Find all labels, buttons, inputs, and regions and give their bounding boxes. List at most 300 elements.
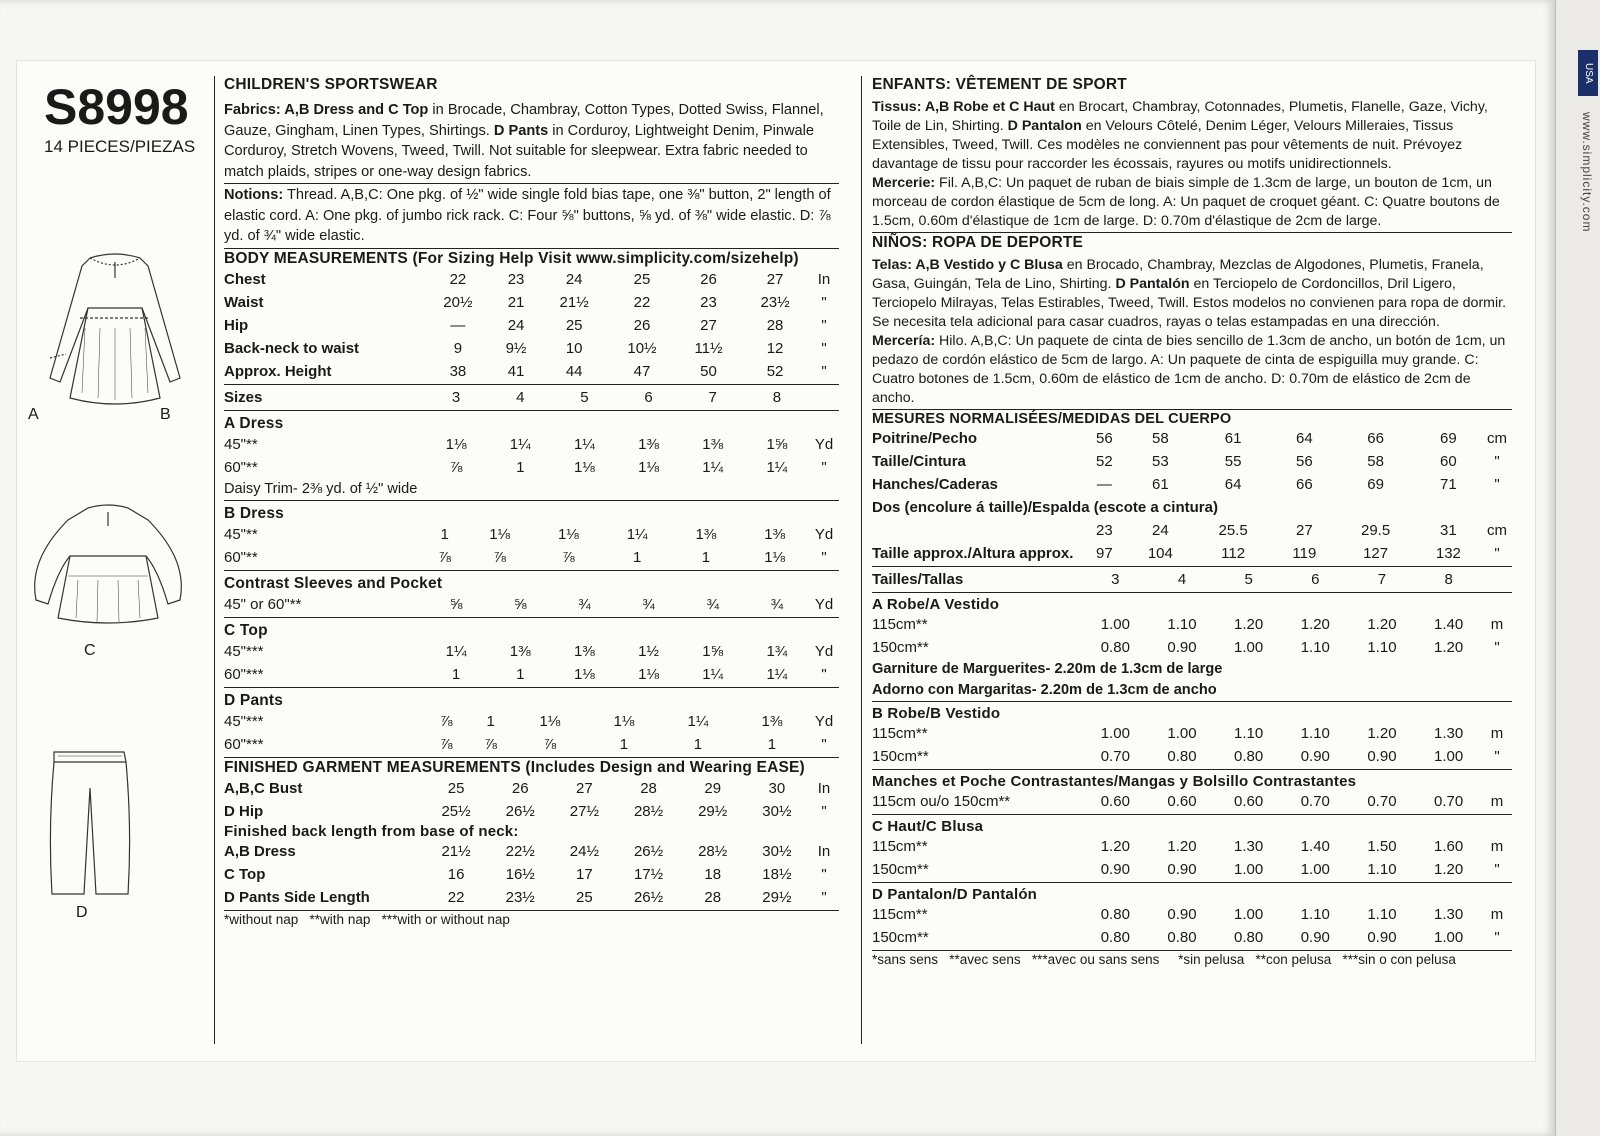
row-value: — [450, 316, 466, 334]
es-fabrics-label2: D Pantalón [1115, 276, 1190, 292]
table-row [872, 542, 1512, 565]
row-label: 115cm ou/o 150cm** [872, 793, 1011, 810]
en-notions [224, 185, 839, 247]
pattern-number: S8998 [44, 79, 189, 135]
rule [224, 183, 839, 184]
row-value: 1⅛ [573, 666, 595, 683]
row-value: 66 [1296, 476, 1313, 493]
en-notions-label: Notions: [224, 187, 284, 203]
row-label: Tailles/Tallas [872, 571, 964, 588]
row-label: 150cm** [872, 861, 929, 878]
row-value: 127 [1363, 545, 1389, 562]
table-row [872, 473, 1512, 496]
row-value: 69 [1440, 430, 1457, 447]
row-value: 58 [1367, 453, 1384, 470]
row-value: 47 [633, 362, 651, 380]
row-unit: Yd [814, 526, 834, 543]
yardage-section-title: C Haut/C Blusa [872, 818, 984, 835]
row-value: ⅞ [493, 549, 506, 566]
fr-fabrics [872, 98, 1512, 174]
row-label: 115cm** [872, 838, 928, 855]
row-value: 1.00 [1434, 748, 1464, 765]
sketch-label-a: A [28, 406, 39, 423]
row-value: 5 [580, 388, 589, 406]
yardage-note: Adorno con Margaritas- 2.20m de 1.3cm de ancho [872, 681, 1217, 698]
table-row [872, 858, 1512, 881]
row-unit: " [1494, 861, 1500, 878]
fr-notions-label: Mercerie: [872, 175, 936, 191]
row-value: 17½ [633, 866, 664, 883]
row-label: 115cm** [872, 616, 928, 633]
row-value: ⅝ [449, 596, 463, 613]
row-unit: Yd [814, 713, 834, 730]
row-value: 1⅛ [489, 526, 511, 543]
yardage-table [224, 640, 839, 686]
row-value: 0.60 [1100, 793, 1130, 810]
row-value: ⅞ [543, 736, 557, 753]
row-value: ¾ [770, 596, 784, 613]
english-column [224, 76, 839, 927]
row-value: 1.10 [1367, 861, 1397, 878]
row-value: 1.00 [1300, 861, 1330, 878]
row-unit: m [1490, 793, 1504, 810]
row-value: 0.80 [1167, 929, 1197, 946]
row-value: 0.90 [1300, 929, 1330, 946]
row-value: 22 [633, 293, 651, 311]
rule [224, 384, 839, 385]
row-value: 24½ [569, 843, 599, 860]
yardage-table [872, 722, 1512, 768]
row-unit: Yd [814, 643, 834, 660]
row-unit: In [817, 780, 831, 797]
row-value: 18 [704, 866, 722, 883]
table-row [872, 613, 1512, 636]
row-value: 3 [1111, 571, 1120, 588]
row-value: 1.10 [1300, 639, 1330, 656]
row-value: ¾ [578, 596, 591, 613]
row-value: 1.00 [1234, 639, 1264, 656]
row-value: 0.80 [1100, 639, 1130, 656]
row-value: 1⅜ [764, 526, 786, 543]
sketch-label-b: B [160, 406, 171, 423]
rule [224, 410, 839, 411]
row-value: 1.30 [1434, 906, 1464, 923]
row-value: 1⅛ [764, 549, 786, 566]
es-fabrics-label: Telas: A,B Vestido y C Blusa [872, 257, 1063, 273]
row-label: Back-neck to waist [224, 339, 360, 357]
row-value: 25 [576, 889, 593, 906]
table-row [224, 268, 839, 291]
row-value: 0.90 [1367, 748, 1397, 765]
row-value: 52 [1096, 453, 1113, 470]
row-value: ⅞ [449, 458, 463, 476]
en-body-table [224, 268, 839, 383]
row-value: 30½ [762, 803, 792, 820]
row-value: 1.10 [1167, 616, 1197, 633]
row-value: 26½ [505, 803, 535, 820]
row-value: 28½ [698, 843, 728, 860]
row-value: 0.80 [1234, 748, 1264, 765]
row-label: 115cm** [872, 906, 928, 923]
rule [224, 570, 839, 571]
yardage-table [872, 613, 1512, 659]
row-value: 1.10 [1300, 725, 1330, 742]
table-row [224, 800, 839, 823]
row-value: 1 [693, 736, 703, 753]
table-row [872, 903, 1512, 926]
column-divider-middle [861, 76, 862, 1044]
yardage-section-title: A Robe/A Vestido [872, 596, 1000, 613]
row-value: 8 [772, 388, 782, 406]
row-value: 64 [1296, 430, 1313, 447]
row-value: 66 [1367, 430, 1384, 447]
row-value: 1¼ [702, 458, 724, 476]
table-row [872, 636, 1512, 659]
row-value: 1.00 [1100, 616, 1130, 633]
es-title: NIÑOS: ROPA DE DEPORTE [872, 234, 1084, 251]
row-value: 1⅛ [613, 713, 635, 730]
row-value: 1.20 [1234, 616, 1264, 633]
row-value: 29½ [762, 889, 792, 906]
row-value: 1.00 [1167, 725, 1197, 742]
row-value: 44 [565, 362, 583, 380]
row-value: 69 [1367, 476, 1384, 493]
fr-notions-text: Fil. A,B,C: Un paquet de ruban de biais simple de 1.3cm de large, un bouton de 1cm, un morceau de cordon élastique de 5cm de long. A: Un paquet de croquet géant. C: Quatre boutons de 1.5cm, 0.60m d'élastique de 1cm de large. D: 0.70m d'élastique de 2cm de large. [872, 175, 1500, 229]
row-value: 21½ [559, 293, 589, 311]
table-row [872, 519, 1512, 542]
row-value: 1⅛ [638, 458, 659, 476]
row-value: 22½ [505, 843, 535, 860]
es-notions-label: Mercería: [872, 333, 936, 349]
row-value: 1⅜ [509, 643, 531, 660]
row-value: 1⅛ [638, 666, 659, 683]
row-value: 1 [451, 666, 461, 683]
row-unit: " [821, 736, 827, 753]
row-value: 29 [704, 780, 722, 797]
yardage-note: Daisy Trim- 2⅜ yd. of ½" wide [224, 480, 418, 497]
row-label: Hanches/Caderas [872, 476, 998, 493]
rule [224, 687, 839, 688]
row-value: 1¼ [766, 458, 788, 476]
french-spanish-column [872, 76, 1512, 967]
row-value: 1⅝ [702, 643, 724, 660]
row-value: 5 [1244, 571, 1253, 588]
row-label: Waist [224, 293, 264, 311]
row-value: 24 [507, 316, 525, 334]
row-label: Taille approx./Altura approx. [872, 545, 1074, 562]
row-unit: In [817, 270, 831, 288]
row-value: 1¼ [573, 435, 595, 453]
row-label: 45" or 60"** [224, 596, 302, 613]
table-row [224, 710, 839, 733]
row-value: 41 [507, 362, 525, 380]
es-fabrics-text2: en Terciopelo de Cordoncillos, Dril Ligero, Terciopelo Milrayas, Telas Estirables, Tweed, Twill. Estos modelos no convienen para ropa de dormir. Se necesita tela adicional para casar cuadros, rayas o telas estampadas en una dirección. [872, 276, 1507, 330]
row-value: ⅞ [439, 736, 453, 753]
row-value: 0.90 [1100, 861, 1130, 878]
row-value: 28 [704, 889, 722, 906]
row-value: 1⅜ [695, 526, 717, 543]
row-value: 58 [1152, 430, 1169, 447]
row-unit: " [821, 866, 827, 883]
row-value: 23 [700, 293, 717, 311]
fr-fabrics-label: Tissus: A,B Robe et C Haut [872, 99, 1055, 115]
row-value: 1.00 [1234, 906, 1264, 923]
es-fabrics-text: en Brocado, Chambray, Mezclas de Algodones, Plumetis, Franela, Gasa, Guingán, Tela de Lino, Shirting. [872, 257, 1484, 292]
rule [872, 592, 1512, 593]
row-value: 1 [516, 666, 525, 683]
row-value: 26 [633, 316, 651, 334]
en-fabrics-label2: D Pants [493, 122, 549, 139]
row-value: 61 [1152, 476, 1169, 493]
es-sizes-table [872, 568, 1512, 591]
row-value: 0.70 [1300, 793, 1330, 810]
row-value: 1.20 [1167, 838, 1197, 855]
table-row [224, 456, 839, 479]
row-value: 23½ [505, 889, 535, 906]
row-value: 20½ [443, 293, 473, 311]
row-value: 27½ [569, 803, 599, 820]
row-value: 64 [1224, 476, 1242, 493]
es-body-table [872, 427, 1512, 565]
row-value: 0.70 [1100, 748, 1130, 765]
row-value: 1.20 [1300, 616, 1330, 633]
rule [224, 248, 839, 249]
row-value: ⅞ [484, 736, 497, 753]
table-row [872, 790, 1512, 813]
table-row [224, 886, 839, 909]
row-value: 1.20 [1434, 861, 1464, 878]
row-value: 61 [1224, 430, 1242, 447]
row-value: 0.80 [1167, 748, 1197, 765]
row-value: 25.5 [1218, 522, 1248, 539]
row-unit: In [817, 843, 831, 860]
row-value: 1.10 [1367, 906, 1397, 923]
en-notions-text: Thread. A,B,C: One pkg. of ½" wide single fold bias tape, one ⅜" button, 2" length of elastic cord. A: One pkg. of jumbo rick rack. C: Four ⅝" buttons, ⅝ yd. of ⅜" wide elastic. D: ⅞ yd. of ¾" wide elastic. [224, 187, 831, 244]
row-value: 1¼ [687, 713, 709, 730]
yardage-section-title: C Top [224, 622, 268, 639]
row-value: 27 [1296, 522, 1313, 539]
yardage-section-title: Contrast Sleeves and Pocket [224, 575, 443, 592]
row-value: 24 [1152, 522, 1169, 539]
row-value: 1¼ [445, 643, 467, 660]
row-value: 1.30 [1234, 838, 1264, 855]
row-value: 1¾ [766, 643, 788, 660]
row-value: 10½ [627, 339, 657, 357]
yardage-table [224, 593, 839, 616]
row-value: 1.20 [1100, 838, 1130, 855]
rule [224, 617, 839, 618]
row-label: 60"*** [224, 666, 264, 683]
row-value: 28 [766, 316, 784, 334]
yardage-section-title: Manches et Poche Contrastantes/Mangas y Bolsillo Contrastantes [872, 773, 1357, 790]
row-value: 16 [447, 866, 465, 883]
yardage-table [224, 710, 839, 756]
yardage-section-title: B Dress [224, 505, 284, 522]
envelope-edge [1555, 0, 1600, 1136]
row-value: 1.40 [1300, 838, 1330, 855]
row-value: 1.20 [1367, 616, 1397, 633]
row-value: 6 [1311, 571, 1320, 588]
table-row [872, 745, 1512, 768]
table-row [224, 314, 839, 337]
table-row [224, 546, 839, 569]
en-sizes-table [224, 386, 839, 409]
en-yardage [224, 415, 839, 759]
row-value: 22 [449, 270, 467, 288]
en-fabrics [224, 100, 839, 182]
sketch-label-c: C [84, 642, 96, 659]
en-fabrics-text2: in Corduroy, Lightweight Denim, Pinwale Corduroy, Stretch Wovens, Tweed, Twill. Not suitable for sleepwear. Extra fabric needed to match plaids, stripes or one-way design fabrics. [224, 122, 815, 180]
row-label: 45"*** [224, 713, 264, 730]
row-value: 31 [1440, 522, 1457, 539]
row-value: 1 [701, 549, 711, 566]
fr-notions [872, 174, 1512, 231]
row-value: ⅝ [513, 596, 527, 613]
yardage-section-title: B Robe/B Vestido [872, 705, 1001, 722]
row-value: 1.50 [1367, 838, 1397, 855]
row-unit: " [821, 666, 827, 683]
yardage-table [872, 903, 1512, 949]
en-back-title: Finished back length from base of neck: [224, 823, 519, 840]
es-fabrics [872, 256, 1512, 332]
row-value: 1.30 [1434, 725, 1464, 742]
row-value: 1.40 [1434, 616, 1464, 633]
row-value: 26 [511, 780, 529, 797]
yardage-table [224, 523, 839, 569]
row-unit: " [821, 339, 827, 357]
row-value: 7 [1377, 571, 1387, 588]
row-label: Poitrine/Pecho [872, 430, 978, 447]
row-value: 1.20 [1434, 639, 1464, 656]
row-label: 60"** [224, 458, 258, 476]
row-label: C Top [224, 866, 266, 883]
table-row [872, 835, 1512, 858]
fr-title: ENFANTS: VÊTEMENT DE SPORT [872, 76, 1127, 93]
row-value: 60 [1440, 453, 1457, 470]
rule [872, 814, 1512, 815]
row-value: 132 [1435, 545, 1461, 562]
row-value: 0.60 [1167, 793, 1197, 810]
row-value: 29.5 [1361, 522, 1391, 539]
row-value: 21 [507, 293, 525, 311]
row-value: 50 [700, 362, 717, 380]
row-unit: Yd [814, 435, 834, 453]
row-unit: " [821, 316, 827, 334]
row-unit: " [821, 549, 827, 566]
row-value: 0.90 [1167, 639, 1197, 656]
row-value: 4 [1177, 571, 1187, 588]
row-label: D Hip [224, 803, 264, 820]
row-label: Taille/Cintura [872, 453, 966, 470]
row-value: 1⅛ [539, 713, 561, 730]
en-fabrics-text: in Brocade, Chambray, Cotton Types, Dotted Swiss, Flannel, Gauze, Gingham, Linen Types, Shirtings. [224, 102, 824, 139]
row-value: 1.60 [1434, 838, 1464, 855]
row-value: 7 [708, 388, 717, 406]
usa-badge: USA [1578, 50, 1598, 96]
row-value: 0.80 [1100, 906, 1130, 923]
row-value: 6 [644, 388, 653, 406]
row-value: 56 [1096, 430, 1113, 447]
row-value: 16½ [505, 866, 535, 883]
table-row [224, 360, 839, 383]
row-value: 25 [565, 316, 583, 334]
row-value: 1⅛ [445, 435, 467, 453]
row-value: ⅞ [438, 549, 451, 566]
row-value: 1¼ [626, 526, 648, 543]
row-label: 115cm** [872, 725, 928, 742]
row-value: 4 [516, 388, 525, 406]
table-row [224, 640, 839, 663]
pattern-pieces: 14 PIECES/PIEZAS [44, 137, 196, 156]
row-value: 0.60 [1234, 793, 1264, 810]
row-value: 1⅜ [702, 435, 724, 453]
table-row [224, 777, 839, 800]
row-value: 8 [1444, 571, 1453, 588]
fr-fabrics-label2: D Pantalon [1007, 118, 1082, 134]
row-label: Approx. Height [224, 362, 332, 380]
row-value: 1⅜ [573, 643, 595, 660]
row-value: 22 [447, 889, 465, 906]
row-value: 23 [1096, 522, 1113, 539]
row-value: 0.70 [1434, 793, 1464, 810]
row-value: 1⅜ [638, 435, 659, 453]
row-value: 0.90 [1367, 929, 1397, 946]
row-value: 1.00 [1100, 725, 1130, 742]
table-row [224, 663, 839, 686]
row-unit: " [1494, 453, 1500, 470]
fr-fabrics-text2: en Velours Côtelé, Denim Léger, Velours Milleraies, Tissus Extensibles, Tweed, Twill. Ces modèles ne conviennent pas pour vêtements de nuit. Prévoyez davantage de tissu pour raccorder les écossais, rayures ou motifs unidirectionnels. [872, 118, 1463, 172]
row-unit: " [1494, 476, 1500, 493]
row-label: A,B,C Bust [224, 780, 303, 797]
es-yardage [872, 596, 1512, 951]
row-value: 0.70 [1367, 793, 1397, 810]
es-body-title: MESURES NORMALISÉES/MEDIDAS DEL CUERPO [872, 411, 1232, 427]
row-value: 1½ [638, 643, 659, 660]
row-value: 25½ [441, 803, 471, 820]
row-value: 1¼ [766, 666, 788, 683]
row-label: 150cm** [872, 929, 929, 946]
row-value: 0.80 [1234, 929, 1264, 946]
row-value: 27 [766, 270, 784, 288]
table-row [224, 863, 839, 886]
row-value: 28½ [633, 803, 664, 820]
table-row [872, 496, 1512, 519]
row-value: 0.90 [1167, 906, 1197, 923]
row-label: 45"** [224, 526, 258, 543]
sketch-dress-ab [30, 248, 200, 418]
row-value: 29½ [698, 803, 728, 820]
row-value: 26½ [633, 889, 664, 906]
row-label: 60"** [224, 549, 258, 566]
row-value: 52 [766, 362, 784, 380]
row-value: 30 [768, 780, 786, 797]
row-value: 1.20 [1367, 725, 1397, 742]
row-value: 11½ [694, 339, 723, 357]
row-value: 1.00 [1434, 929, 1464, 946]
row-unit: " [821, 362, 827, 380]
table-row [872, 722, 1512, 745]
row-value: 1⅝ [766, 435, 788, 453]
row-label: 150cm** [872, 748, 929, 765]
table-row [872, 568, 1512, 591]
table-row [224, 840, 839, 863]
row-value: 55 [1224, 453, 1242, 470]
row-label: 150cm** [872, 639, 929, 656]
row-value: ⅞ [562, 549, 575, 566]
row-label [872, 519, 1082, 542]
rule [872, 882, 1512, 883]
row-label: Hip [224, 316, 249, 334]
